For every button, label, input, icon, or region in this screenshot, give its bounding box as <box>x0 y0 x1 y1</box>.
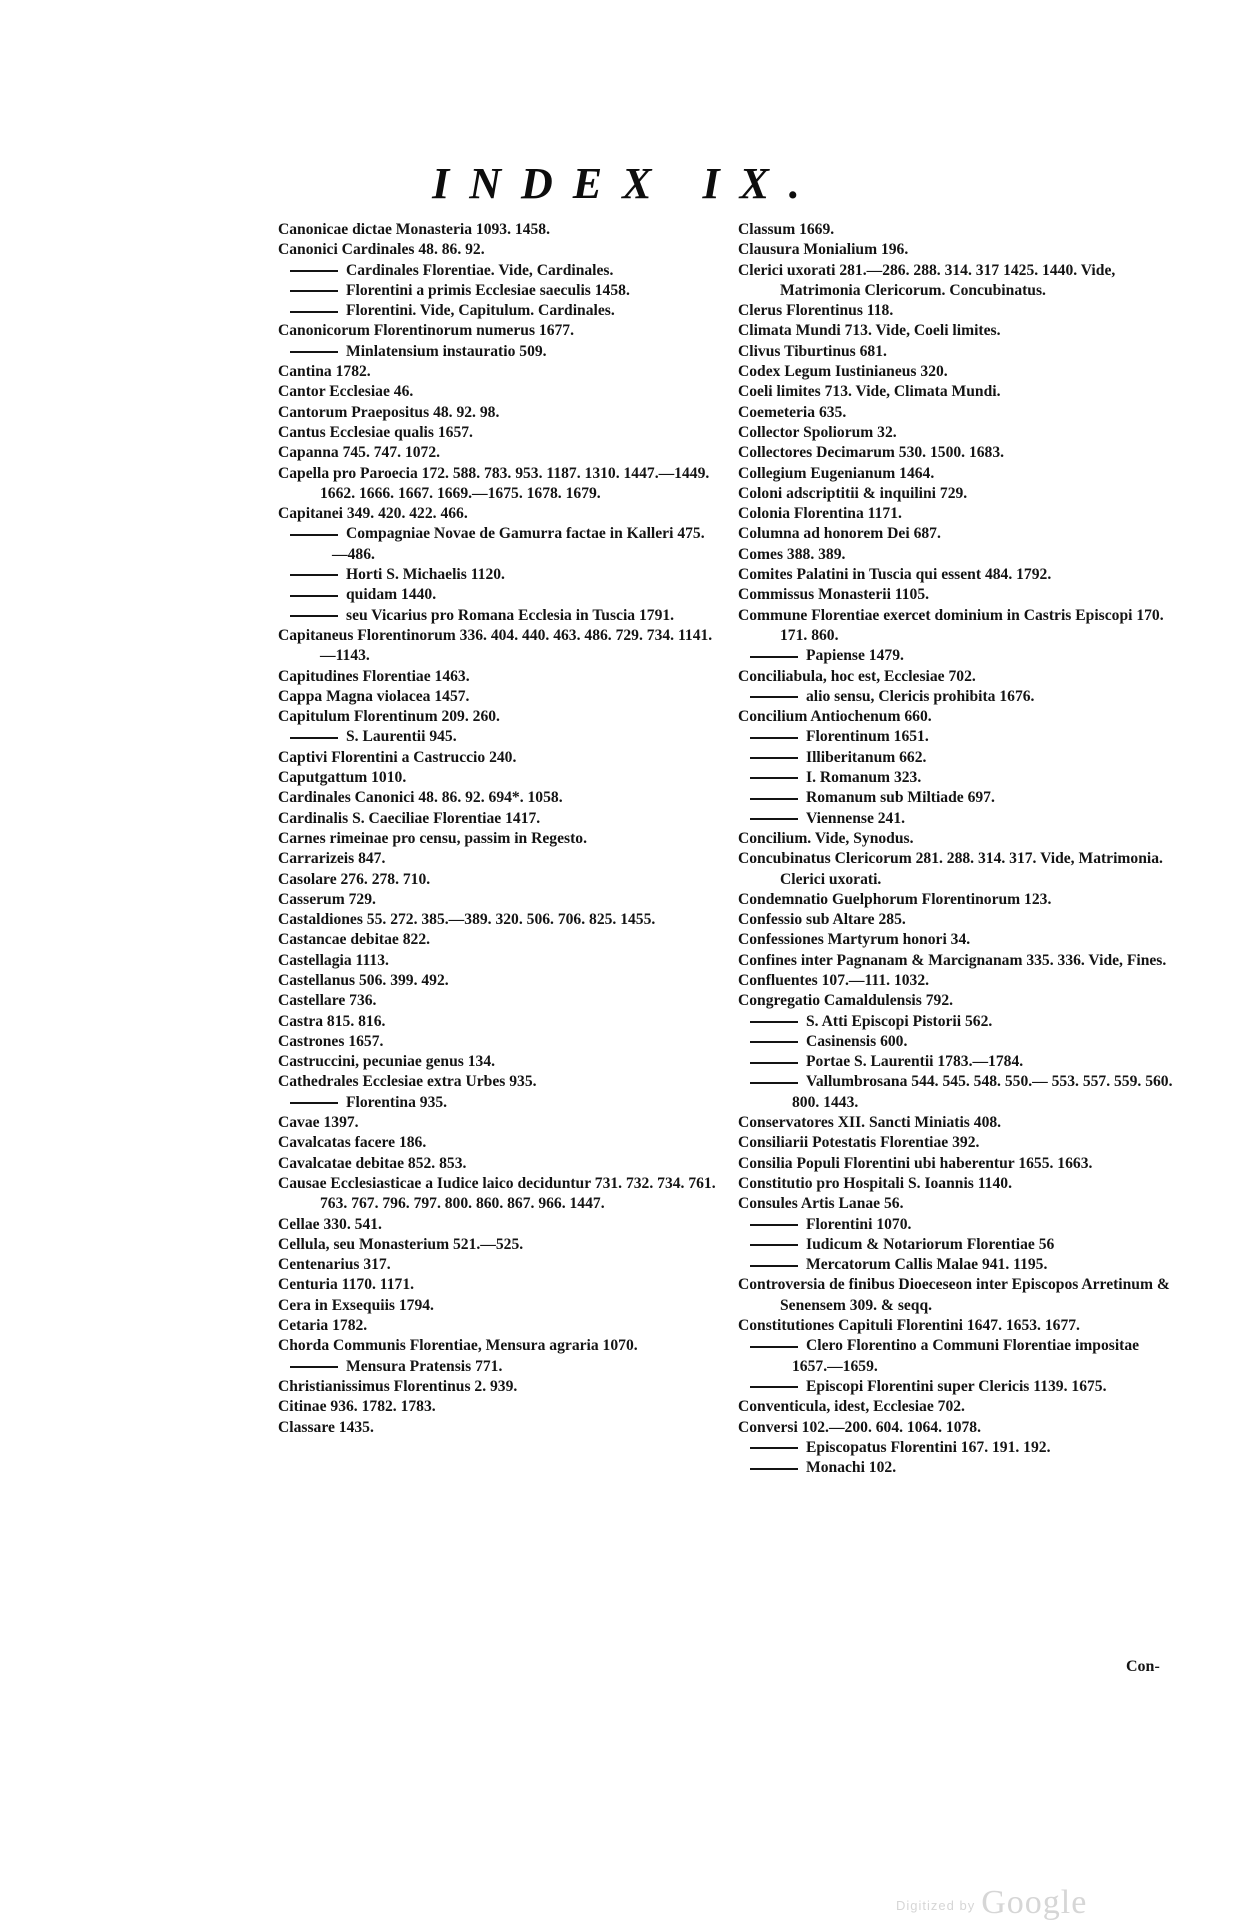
index-entry <box>738 707 1178 727</box>
entry-text: Confluentes 107.—111. 1032. <box>738 971 930 989</box>
index-entry <box>738 301 1178 321</box>
entry-text: Cardinales Canonici 48. 86. 92. 694*. 1058. <box>278 789 563 807</box>
entry-text: Clivus Tiburtinus 681. <box>738 342 887 360</box>
entry-text: Collectores Decimarum 530. 1500. 1683. <box>738 444 1005 462</box>
ditto-dash <box>750 1346 798 1348</box>
entry-text: seu Vicarius pro Romana Ecclesia in Tuscia 1791. <box>346 606 675 624</box>
entry-text: Vallumbrosana 544. 545. 548. 550.— 553. 557. 559. 560. 800. 1443. <box>792 1073 1173 1111</box>
index-subentry <box>738 1438 1178 1458</box>
index-entry <box>738 382 1178 402</box>
entry-text: Captivi Florentini a Castruccio 240. <box>278 748 517 766</box>
entry-text: Coloni adscriptitii & inquilini 729. <box>738 484 968 502</box>
index-entry <box>278 1316 716 1336</box>
index-subentry <box>738 1052 1178 1072</box>
entry-text: Concilium Antiochenum 660. <box>738 708 932 726</box>
ditto-dash <box>750 1224 798 1226</box>
index-entry <box>278 1113 716 1133</box>
index-subentry <box>738 809 1178 829</box>
entry-text: Cetaria 1782. <box>278 1317 368 1335</box>
entry-text: Canonicorum Florentinorum numerus 1677. <box>278 322 574 340</box>
entry-text: Romanum sub Miltiade 697. <box>806 789 995 807</box>
index-entry <box>278 423 716 443</box>
ditto-dash <box>290 311 338 313</box>
index-entry <box>738 1275 1178 1316</box>
entry-text: Papiense 1479. <box>806 647 904 665</box>
catchword: Con- <box>1126 1658 1160 1675</box>
index-entry <box>738 342 1178 362</box>
index-entry <box>738 403 1178 423</box>
entry-text: quidam 1440. <box>346 586 437 604</box>
entry-text: Illiberitanum 662. <box>806 748 927 766</box>
entry-text: Cantina 1782. <box>278 363 371 381</box>
entry-text: Collector Spoliorum 32. <box>738 423 897 441</box>
entry-text: Clerus Florentinus 118. <box>738 302 894 320</box>
index-entry <box>738 423 1178 443</box>
entry-text: Chorda Communis Florentiae, Mensura agraria 1070. <box>278 1337 638 1355</box>
index-entry <box>278 667 716 687</box>
index-entry <box>738 545 1178 565</box>
index-entry <box>278 1296 716 1316</box>
entry-text: Cantorum Praepositus 48. 92. 98. <box>278 403 500 421</box>
index-entry <box>738 667 1178 687</box>
entry-text: Capitaneus Florentinorum 336. 404. 440. 463. 486. 729. 734. 1141.—1143. <box>278 626 713 665</box>
index-subentry <box>278 585 716 605</box>
index-entry <box>738 1174 1178 1194</box>
index-entry <box>278 626 716 667</box>
entry-text: Carnes rimeinae pro censu, passim in Regesto. <box>278 829 587 847</box>
entry-text: Cantor Ecclesiae 46. <box>278 383 414 401</box>
index-entry <box>278 788 716 808</box>
entry-text: Casserum 729. <box>278 890 376 908</box>
page-title: INDEX IX. <box>432 159 820 208</box>
index-entry <box>738 585 1178 605</box>
ditto-dash <box>750 1447 798 1449</box>
entry-text: Capanna 745. 747. 1072. <box>278 444 441 462</box>
ditto-dash <box>290 737 338 739</box>
entry-text: Castra 815. 816. <box>278 1012 386 1030</box>
entry-text: Florentini. Vide, Capitulum. Cardinales. <box>346 302 615 320</box>
index-entry <box>738 1113 1178 1133</box>
index-subentry <box>738 1458 1178 1478</box>
entry-text: Coeli limites 713. Vide, Climata Mundi. <box>738 383 1001 401</box>
index-entry <box>278 1397 716 1417</box>
entry-text: Clerici uxorati 281.—286. 288. 314. 317 1425. 1440. Vide, Matrimonia Clericorum. Concubinatus. <box>738 261 1116 299</box>
watermark-prefix: Digitized by <box>896 1897 976 1913</box>
index-entry <box>278 1154 716 1174</box>
entry-text: Horti S. Michaelis 1120. <box>346 566 505 584</box>
ditto-dash <box>290 574 338 576</box>
index-entry <box>738 1194 1178 1214</box>
entry-text: Castellare 736. <box>278 992 377 1010</box>
entry-text: Caputgattum 1010. <box>278 769 407 787</box>
entry-text: Cavae 1397. <box>278 1114 359 1132</box>
entry-text: S. Atti Episcopi Pistorii 562. <box>806 1012 993 1030</box>
entry-text: Comes 388. 389. <box>738 545 846 563</box>
entry-text: Commune Florentiae exercet dominium in Castris Episcopi 170. 171. 860. <box>738 606 1164 644</box>
index-entry <box>278 1336 716 1356</box>
entry-text: Conservatores XII. Sancti Miniatis 408. <box>738 1114 1002 1132</box>
entry-text: Conciliabula, hoc est, Ecclesiae 702. <box>738 667 976 685</box>
entry-text: Classum 1669. <box>738 221 835 238</box>
index-entry <box>278 1012 716 1032</box>
watermark-brand: Google <box>981 1884 1088 1921</box>
ditto-dash <box>750 1062 798 1064</box>
ditto-dash <box>290 290 338 292</box>
entry-text: Capella pro Paroecia 172. 588. 783. 953. 1187. 1310. 1447.—1449. 1662. 1666. 1667. 1669.—1675. 1678. 1679. <box>278 464 710 502</box>
entry-text: Cera in Exsequiis 1794. <box>278 1296 434 1314</box>
index-entry <box>278 687 716 707</box>
index-entry <box>278 1215 716 1235</box>
index-entry <box>738 504 1178 524</box>
entry-text: Citinae 936. 1782. 1783. <box>278 1398 436 1416</box>
index-subentry <box>278 1093 716 1113</box>
entry-text: Carrarizeis 847. <box>278 850 386 868</box>
entry-text: Concubinatus Clericorum 281. 288. 314. 317. Vide, Matrimonia. Clerici uxorati. <box>738 850 1163 888</box>
entry-text: Clausura Monialium 196. <box>738 241 909 259</box>
entry-text: Codex Legum Iustinianeus 320. <box>738 363 948 381</box>
index-entry <box>278 809 716 829</box>
entry-text: Castaldiones 55. 272. 385.—389. 320. 506. 706. 825. 1455. <box>278 911 656 929</box>
index-column-left <box>278 220 716 1438</box>
entry-text: Cardinalis S. Caeciliae Florentiae 1417. <box>278 809 541 827</box>
index-subentry <box>738 788 1178 808</box>
entry-text: Columna ad honorem Dei 687. <box>738 525 941 543</box>
ditto-dash <box>750 1386 798 1388</box>
entry-text: Classare 1435. <box>278 1418 374 1436</box>
index-entry <box>738 443 1178 463</box>
entry-text: Castruccini, pecuniae genus 134. <box>278 1053 496 1071</box>
index-subentry <box>738 1012 1178 1032</box>
index-subentry <box>278 606 716 626</box>
index-entry <box>738 464 1178 484</box>
entry-text: Comites Palatini in Tuscia qui essent 484. 1792. <box>738 566 1052 584</box>
entry-text: Castrones 1657. <box>278 1032 384 1050</box>
index-entry <box>738 240 1178 260</box>
index-subentry <box>738 768 1178 788</box>
entry-text: Castellagia 1113. <box>278 951 389 969</box>
entry-text: Florentina 935. <box>346 1093 448 1111</box>
index-entry <box>738 1397 1178 1417</box>
index-entry <box>278 1235 716 1255</box>
ditto-dash <box>750 656 798 658</box>
index-subentry <box>278 565 716 585</box>
index-entry <box>278 362 716 382</box>
index-entry <box>278 1052 716 1072</box>
entry-text: Canonicae dictae Monasteria 1093. 1458. <box>278 221 550 238</box>
entry-text: Episcopi Florentini super Clericis 1139. 1675. <box>806 1377 1107 1395</box>
index-subentry <box>278 727 716 747</box>
entry-text: Cappa Magna violacea 1457. <box>278 687 470 705</box>
index-subentry <box>738 646 1178 666</box>
entry-text: Concilium. Vide, Synodus. <box>738 829 914 847</box>
index-entry <box>278 991 716 1011</box>
index-entry <box>738 261 1178 302</box>
index-subentry <box>738 1215 1178 1235</box>
index-entry <box>738 1418 1178 1438</box>
entry-text: Cellae 330. 541. <box>278 1215 382 1233</box>
index-subentry <box>738 1377 1178 1397</box>
ditto-dash <box>750 1041 798 1043</box>
index-column-right <box>738 220 1178 1478</box>
entry-text: Portae S. Laurentii 1783.—1784. <box>806 1053 1024 1071</box>
index-entry <box>278 504 716 524</box>
index-entry <box>738 951 1178 971</box>
index-entry <box>278 748 716 768</box>
entry-text: Confessio sub Altare 285. <box>738 911 906 929</box>
entry-text: Capitudines Florentiae 1463. <box>278 667 470 685</box>
ditto-dash <box>750 737 798 739</box>
entry-text: Cathedrales Ecclesiae extra Urbes 935. <box>278 1073 537 1091</box>
index-entry <box>738 1133 1178 1153</box>
entry-text: Episcopatus Florentini 167. 191. 192. <box>806 1438 1051 1456</box>
index-entry <box>738 484 1178 504</box>
entry-text: Viennense 241. <box>806 809 906 827</box>
index-entry <box>278 1072 716 1092</box>
entry-text: S. Laurentii 945. <box>346 728 457 746</box>
index-entry <box>738 1154 1178 1174</box>
index-entry <box>278 1377 716 1397</box>
entry-text: Consilia Populi Florentini ubi haberentur 1655. 1663. <box>738 1154 1093 1172</box>
ditto-dash <box>290 270 338 272</box>
entry-text: Collegium Eugenianum 1464. <box>738 464 935 482</box>
index-subentry <box>278 342 716 362</box>
entry-text: Christianissimus Florentinus 2. 939. <box>278 1377 518 1395</box>
index-entry <box>278 890 716 910</box>
index-subentry <box>738 1072 1178 1113</box>
index-entry <box>278 910 716 930</box>
index-subentry <box>738 1255 1178 1275</box>
entry-text: Iudicum & Notariorum Florentiae 56 <box>806 1235 1055 1253</box>
entry-text: Castellanus 506. 399. 492. <box>278 971 449 989</box>
entry-text: Colonia Florentina 1171. <box>738 505 902 523</box>
entry-text: Conventicula, idest, Ecclesiae 702. <box>738 1398 965 1416</box>
index-entry <box>278 1418 716 1438</box>
entry-text: Cavalcatae debitae 852. 853. <box>278 1154 467 1172</box>
entry-text: Mensura Pratensis 771. <box>346 1357 503 1375</box>
index-entry <box>738 849 1178 890</box>
index-entry <box>278 321 716 341</box>
index-entry <box>278 443 716 463</box>
entry-text: Coemeteria 635. <box>738 403 847 421</box>
index-entry <box>278 971 716 991</box>
index-entry <box>278 1133 716 1153</box>
index-entry <box>738 565 1178 585</box>
index-entry <box>278 930 716 950</box>
ditto-dash <box>750 1265 798 1267</box>
entry-text: Condemnatio Guelphorum Florentinorum 123. <box>738 890 1052 908</box>
index-subentry <box>278 1357 716 1377</box>
entry-text: Capitanei 349. 420. 422. 466. <box>278 505 468 523</box>
ditto-dash <box>750 757 798 759</box>
entry-text: Controversia de finibus Dioeceseon inter Episcopos Arretinum & Senensem 309. & seqq. <box>738 1276 1170 1314</box>
index-entry <box>278 951 716 971</box>
index-entry <box>738 220 1178 240</box>
index-entry <box>278 768 716 788</box>
entry-text: I. Romanum 323. <box>806 769 922 787</box>
entry-text: Casolare 276. 278. 710. <box>278 870 431 888</box>
ditto-dash <box>750 1244 798 1246</box>
entry-text: Capitulum Florentinum 209. 260. <box>278 708 500 726</box>
entry-text: Cardinales Florentiae. Vide, Cardinales. <box>346 261 614 279</box>
index-subentry <box>738 727 1178 747</box>
entry-text: Cellula, seu Monasterium 521.—525. <box>278 1235 524 1253</box>
entry-text: Conversi 102.—200. 604. 1064. 1078. <box>738 1418 981 1436</box>
index-subentry <box>738 1032 1178 1052</box>
index-entry <box>278 464 716 505</box>
ditto-dash <box>750 1468 798 1470</box>
index-entry <box>738 910 1178 930</box>
index-entry <box>278 240 716 260</box>
ditto-dash <box>290 351 338 353</box>
entry-text: Constitutio pro Hospitali S. Ioannis 1140. <box>738 1174 1012 1192</box>
index-entry <box>278 382 716 402</box>
index-entry <box>278 220 716 240</box>
entry-text: Climata Mundi 713. Vide, Coeli limites. <box>738 322 1001 340</box>
index-entry <box>278 1032 716 1052</box>
ditto-dash <box>290 595 338 597</box>
entry-text: Mercatorum Callis Malae 941. 1195. <box>806 1256 1048 1274</box>
entry-text: Clero Florentino a Communi Florentiae impositae 1657.—1659. <box>792 1337 1140 1375</box>
index-entry <box>278 870 716 890</box>
entry-text: Congregatio Camaldulensis 792. <box>738 992 954 1010</box>
entry-text: Confines inter Pagnanam & Marcignanam 335. 336. Vide, Fines. <box>738 951 1167 969</box>
index-entry <box>278 849 716 869</box>
ditto-dash <box>750 798 798 800</box>
entry-text: Constitutiones Capituli Florentini 1647. 1653. 1677. <box>738 1317 1080 1335</box>
entry-text: Cantus Ecclesiae qualis 1657. <box>278 423 473 441</box>
ditto-dash <box>750 818 798 820</box>
index-subentry <box>738 1336 1178 1377</box>
entry-text: Casinensis 600. <box>806 1032 908 1050</box>
ditto-dash <box>750 696 798 698</box>
index-subentry <box>738 1235 1178 1255</box>
index-entry <box>278 1255 716 1275</box>
index-entry <box>738 1316 1178 1336</box>
index-entry <box>738 991 1178 1011</box>
index-entry <box>738 971 1178 991</box>
ditto-dash <box>750 1021 798 1023</box>
entry-text: Monachi 102. <box>806 1459 897 1477</box>
entry-text: Centenarius 317. <box>278 1256 391 1274</box>
digitized-watermark <box>896 1884 1087 1922</box>
index-subentry <box>278 301 716 321</box>
entry-text: Minlatensium instauratio 509. <box>346 342 547 360</box>
ditto-dash <box>290 1366 338 1368</box>
entry-text: Castancae debitae 822. <box>278 931 431 949</box>
index-entry <box>738 829 1178 849</box>
entry-text: Compagniae Novae de Gamurra factae in Kalleri 475.—486. <box>332 525 705 563</box>
ditto-dash <box>290 1102 338 1104</box>
entry-text: Canonici Cardinales 48. 86. 92. <box>278 241 485 259</box>
index-entry <box>738 362 1178 382</box>
entry-text: Consiliarii Potestatis Florentiae 392. <box>738 1134 980 1152</box>
index-subentry <box>278 261 716 281</box>
entry-text: alio sensu, Clericis prohibita 1676. <box>806 687 1035 705</box>
ditto-dash <box>290 534 338 536</box>
index-entry <box>738 890 1178 910</box>
index-entry <box>738 606 1178 647</box>
index-entry <box>738 930 1178 950</box>
entry-text: Florentinum 1651. <box>806 728 929 746</box>
entry-text: Florentini 1070. <box>806 1215 912 1233</box>
entry-text: Commissus Monasterii 1105. <box>738 586 930 604</box>
entry-text: Cavalcatas facere 186. <box>278 1134 427 1152</box>
index-subentry <box>278 524 716 565</box>
index-entry <box>278 707 716 727</box>
entry-text: Confessiones Martyrum honori 34. <box>738 931 971 949</box>
index-subentry <box>738 748 1178 768</box>
ditto-dash <box>750 1082 798 1084</box>
index-subentry <box>738 687 1178 707</box>
entry-text: Consules Artis Lanae 56. <box>738 1195 904 1213</box>
index-entry <box>738 524 1178 544</box>
entry-text: Florentini a primis Ecclesiae saeculis 1458. <box>346 281 630 299</box>
ditto-dash <box>750 777 798 779</box>
entry-text: Centuria 1170. 1171. <box>278 1276 415 1294</box>
index-entry <box>278 1174 716 1215</box>
index-entry <box>278 403 716 423</box>
index-subentry <box>278 281 716 301</box>
index-entry <box>278 1275 716 1295</box>
entry-text: Causae Ecclesiasticae a Iudice laico deciduntur 731. 732. 734. 761. 763. 767. 796. 797. 800. 860. 867. 966. 1447. <box>278 1174 716 1213</box>
index-entry <box>738 321 1178 341</box>
index-entry <box>278 829 716 849</box>
ditto-dash <box>290 615 338 617</box>
